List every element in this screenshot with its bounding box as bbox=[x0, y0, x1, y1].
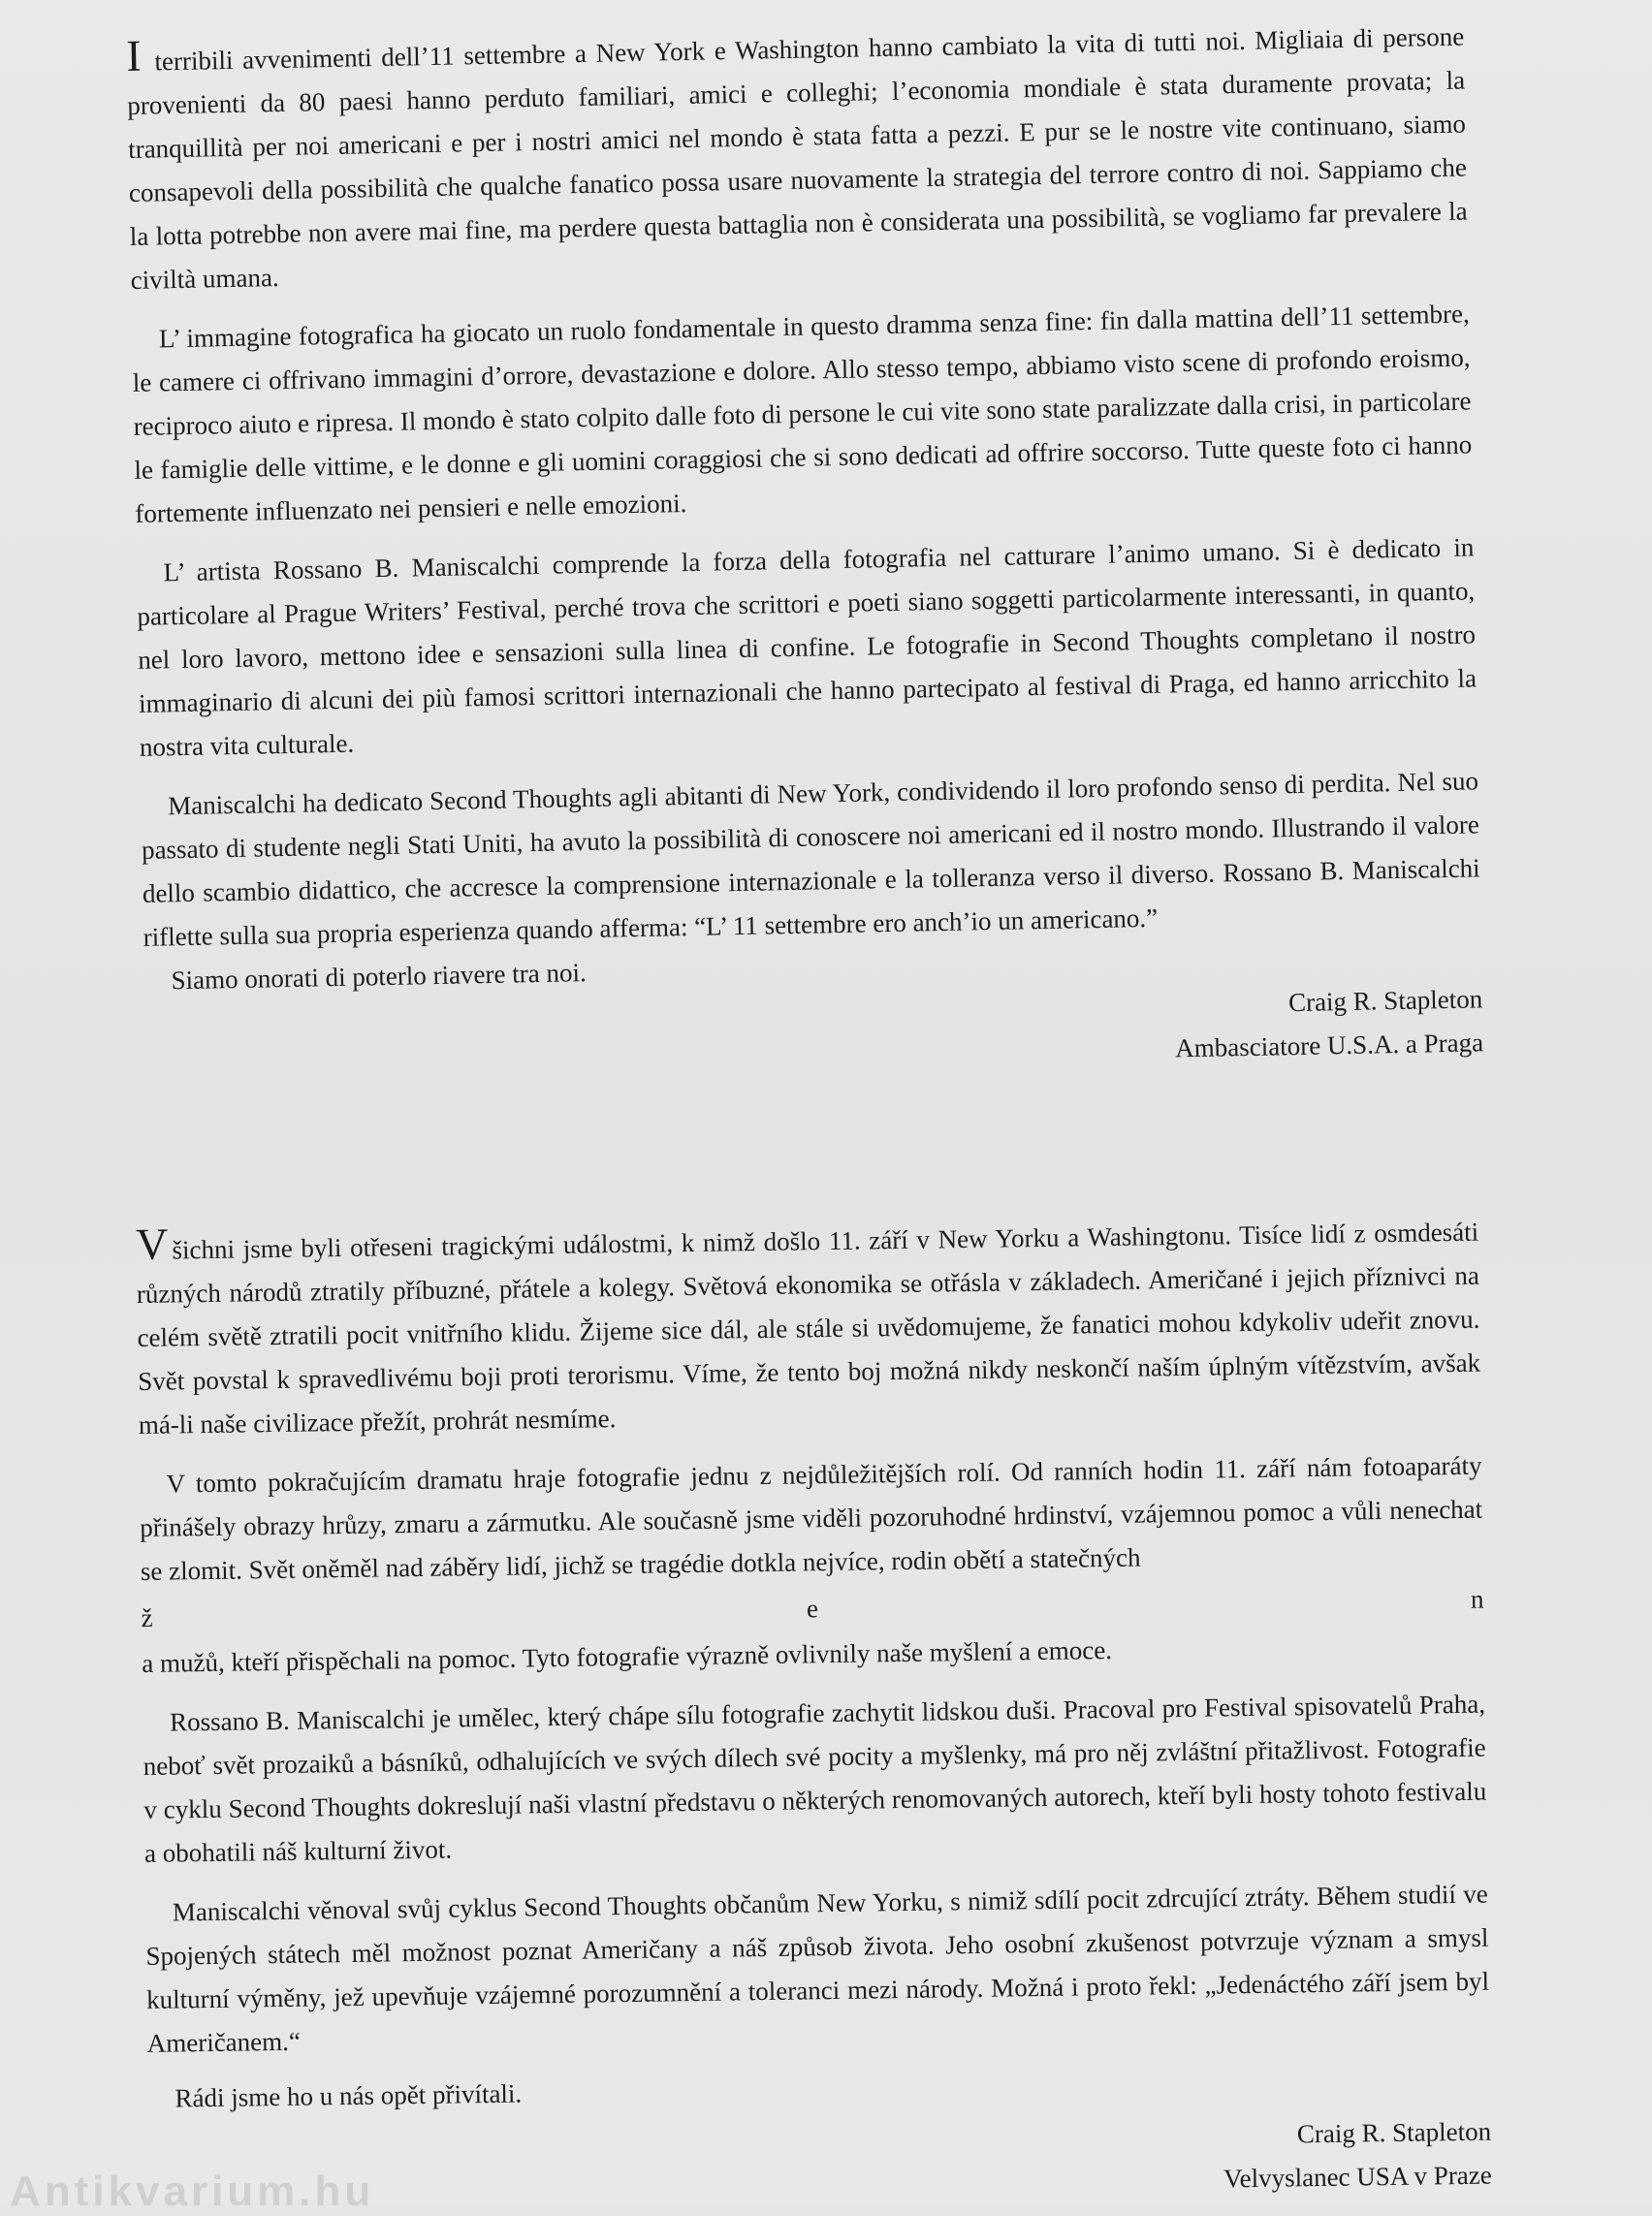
czech-dropcap: V bbox=[135, 1219, 169, 1269]
czech-letter bbox=[136, 1211, 1492, 2216]
czech-paragraph-2: V tomto pokračujícím dramatu hraje fotografie jednu z nejdůležitějších rolí. Od ranních hodin 11. září nám fotoaparáty přinášely obrazy hrůzy, zmaru a zármutku. Ale současně jsme viděli pozoruhodné hrdinství, vzájemnou pomoc a vůli nenechat se zlomit. Svět oněměl nad záběry lidí, jichž se tragédie dotkla nejvíce, rodin obětí a statečných bbox=[140, 1450, 1483, 1586]
italian-paragraph-1-text: terribili avvenimenti dell’11 settembre a New York e Washington hanno cambiato la vita di tutti noi. Migliaia di persone provenienti da 80 paesi hanno perduto familiari, amici e colleghi; l’economia mondiale è stata duramente provata; la tranquillità per noi americani e per i nostri amici nel mondo è stata fatta a pezzi. E pur se le nostre vite continuano, siamo consapevoli della possibilità che qualche fanatico possa usare nuovamente la strategia del terrore contro di noi. Sappiamo che la lotta potrebbe non avere mai fine, ma perdere questa battaglia non è considerata una possibilità, se vogliamo far prevalere la civiltà umana. bbox=[126, 21, 1468, 295]
italian-signature-name: Craig R. Stapleton bbox=[1287, 984, 1483, 1018]
italian-closing: Siamo onorati di poterlo riavere tra noi. bbox=[171, 958, 587, 996]
italian-paragraph-4: Maniscalchi ha dedicato Second Thoughts agli abitanti di New York, condividendo il loro profondo senso di perdita. Nel suo passato di studente negli Stati Uniti, ha avuto la possibilità di conoscere noi americani ed il nostro mondo. Illustrando il valore dello scambio didattico, che accresce la comprensione internazionale e la tolleranza verso il diverso. Rossano B. Maniscalchi riflette sulla sua propria esperienza quando afferma: “L’ 11 settembre ero anch’io un americano.” bbox=[141, 766, 1480, 952]
stray-letter-right: n bbox=[1470, 1584, 1484, 1614]
czech-signature-title: Velvyslanec USA v Praze bbox=[1223, 2160, 1492, 2194]
italian-signature-title: Ambasciatore U.S.A. a Praga bbox=[1174, 1028, 1484, 1063]
stray-letter-left: ž bbox=[141, 1602, 153, 1632]
czech-closing: Rádi jsme ho u nás opět přivítali. bbox=[175, 2078, 523, 2113]
czech-paragraph-1-text: šichni jsme byli otřeseni tragickými událostmi, k nimž došlo 11. září v New Yorku a Washingtonu. Tisíce lidí z osmdesáti různých národů ztratily příbuzné, přátele a kolegy. Světová ekonomika se otřásla v základech. Američané i jejich příznivci na celém světě ztratili pocit vnitřního klidu. Žijeme sice dál, ale stále si uvědomujeme, že fanatici mohou kdykoliv udeřit znovu. Svět povstal k spravedlivému boji proti terorismu. Víme, že tento boj možná nikdy neskončí naším úplným vítězstvím, avšak má-li naše civilizace přežít, prohrát nesmíme. bbox=[136, 1217, 1481, 1440]
italian-letter bbox=[126, 16, 1484, 1091]
czech-paragraph-2-end: a mužů, kteří přispěchali na pomoc. Tyto fotografie výrazně ovlivnily naše myšlení a emoce. bbox=[142, 1634, 1113, 1678]
italian-dropcap: I bbox=[125, 30, 143, 80]
czech-paragraph-1 bbox=[136, 1211, 1481, 1447]
italian-paragraph-1 bbox=[126, 16, 1469, 302]
czech-signature-name: Craig R. Stapleton bbox=[1296, 2116, 1492, 2149]
czech-paragraph-3: Rossano B. Maniscalchi je umělec, který chápe sílu fotografie zachytit lidskou duši. Pracoval pro Festival spisovatelů Praha, neboť svět prozaiků a básníků, odhalujících ve svých dílech své pocity a myšlenky, má pro něj zvláštní přitažlivost. Fotografie v cyklu Second Thoughts dokreslují naši vlastní představu o některých renomovaných autorech, kteří byli hosty tohoto festivalu a obohatili náš kulturní život. bbox=[143, 1689, 1487, 1868]
stray-letter-middle: e bbox=[806, 1594, 819, 1624]
italian-paragraph-3: L’ artista Rossano B. Maniscalchi comprende la forza della fotografia nel catturare l’animo umano. Si è dedicato in particolare al Prague Writers’ Festival, perché trova che scrittori e poeti siano soggetti particolarmente interessanti, in quanto, nel loro lavoro, mettono idee e sensazioni sulla linea di confine. Le fotografie in Second Thoughts completano il nostro immaginario di alcuni dei più famosi scrittori internazionali che hanno partecipato al festival di Praga, ed hanno arricchito la nostra vita culturale. bbox=[137, 532, 1477, 762]
czech-paragraph-4: Maniscalchi věnoval svůj cyklus Second Thoughts občanům New Yorku, s nimiž sdílí pocit zdrcující ztráty. Během studií ve Spojených státech měl možnost poznat Američany a náš způsob života. Jeho osobní zkušenost potvrzuje význam a smysl kulturní výměny, jež upevňuje vzájemné porozumnění a toleranci mezi národy. Možná i proto řekl: „Jedenáctého září jsem byl Američanem.“ bbox=[145, 1879, 1490, 2058]
italian-paragraph-2: L’ immagine fotografica ha giocato un ruolo fondamentale in questo dramma senza fine: fin dalla mattina dell’11 settembre, le camere ci offrivano immagini d’orrore, devastazione e dolore. Allo stesso tempo, abbiamo visto scene di profondo eroismo, reciproco aiuto e ripresa. Il mondo è stato colpito dalle foto di persone le cui vite sono state paralizzate dalla crisi, in particolare le famiglie delle vittime, e le donne e gli uomini coraggiosi che si sono dedicati ad offrire soccorso. Tutte queste foto ci hanno fortemente influenzato nei pensieri e nelle emozioni. bbox=[132, 299, 1473, 528]
watermark: Antikvarium.hu bbox=[10, 2168, 375, 2215]
